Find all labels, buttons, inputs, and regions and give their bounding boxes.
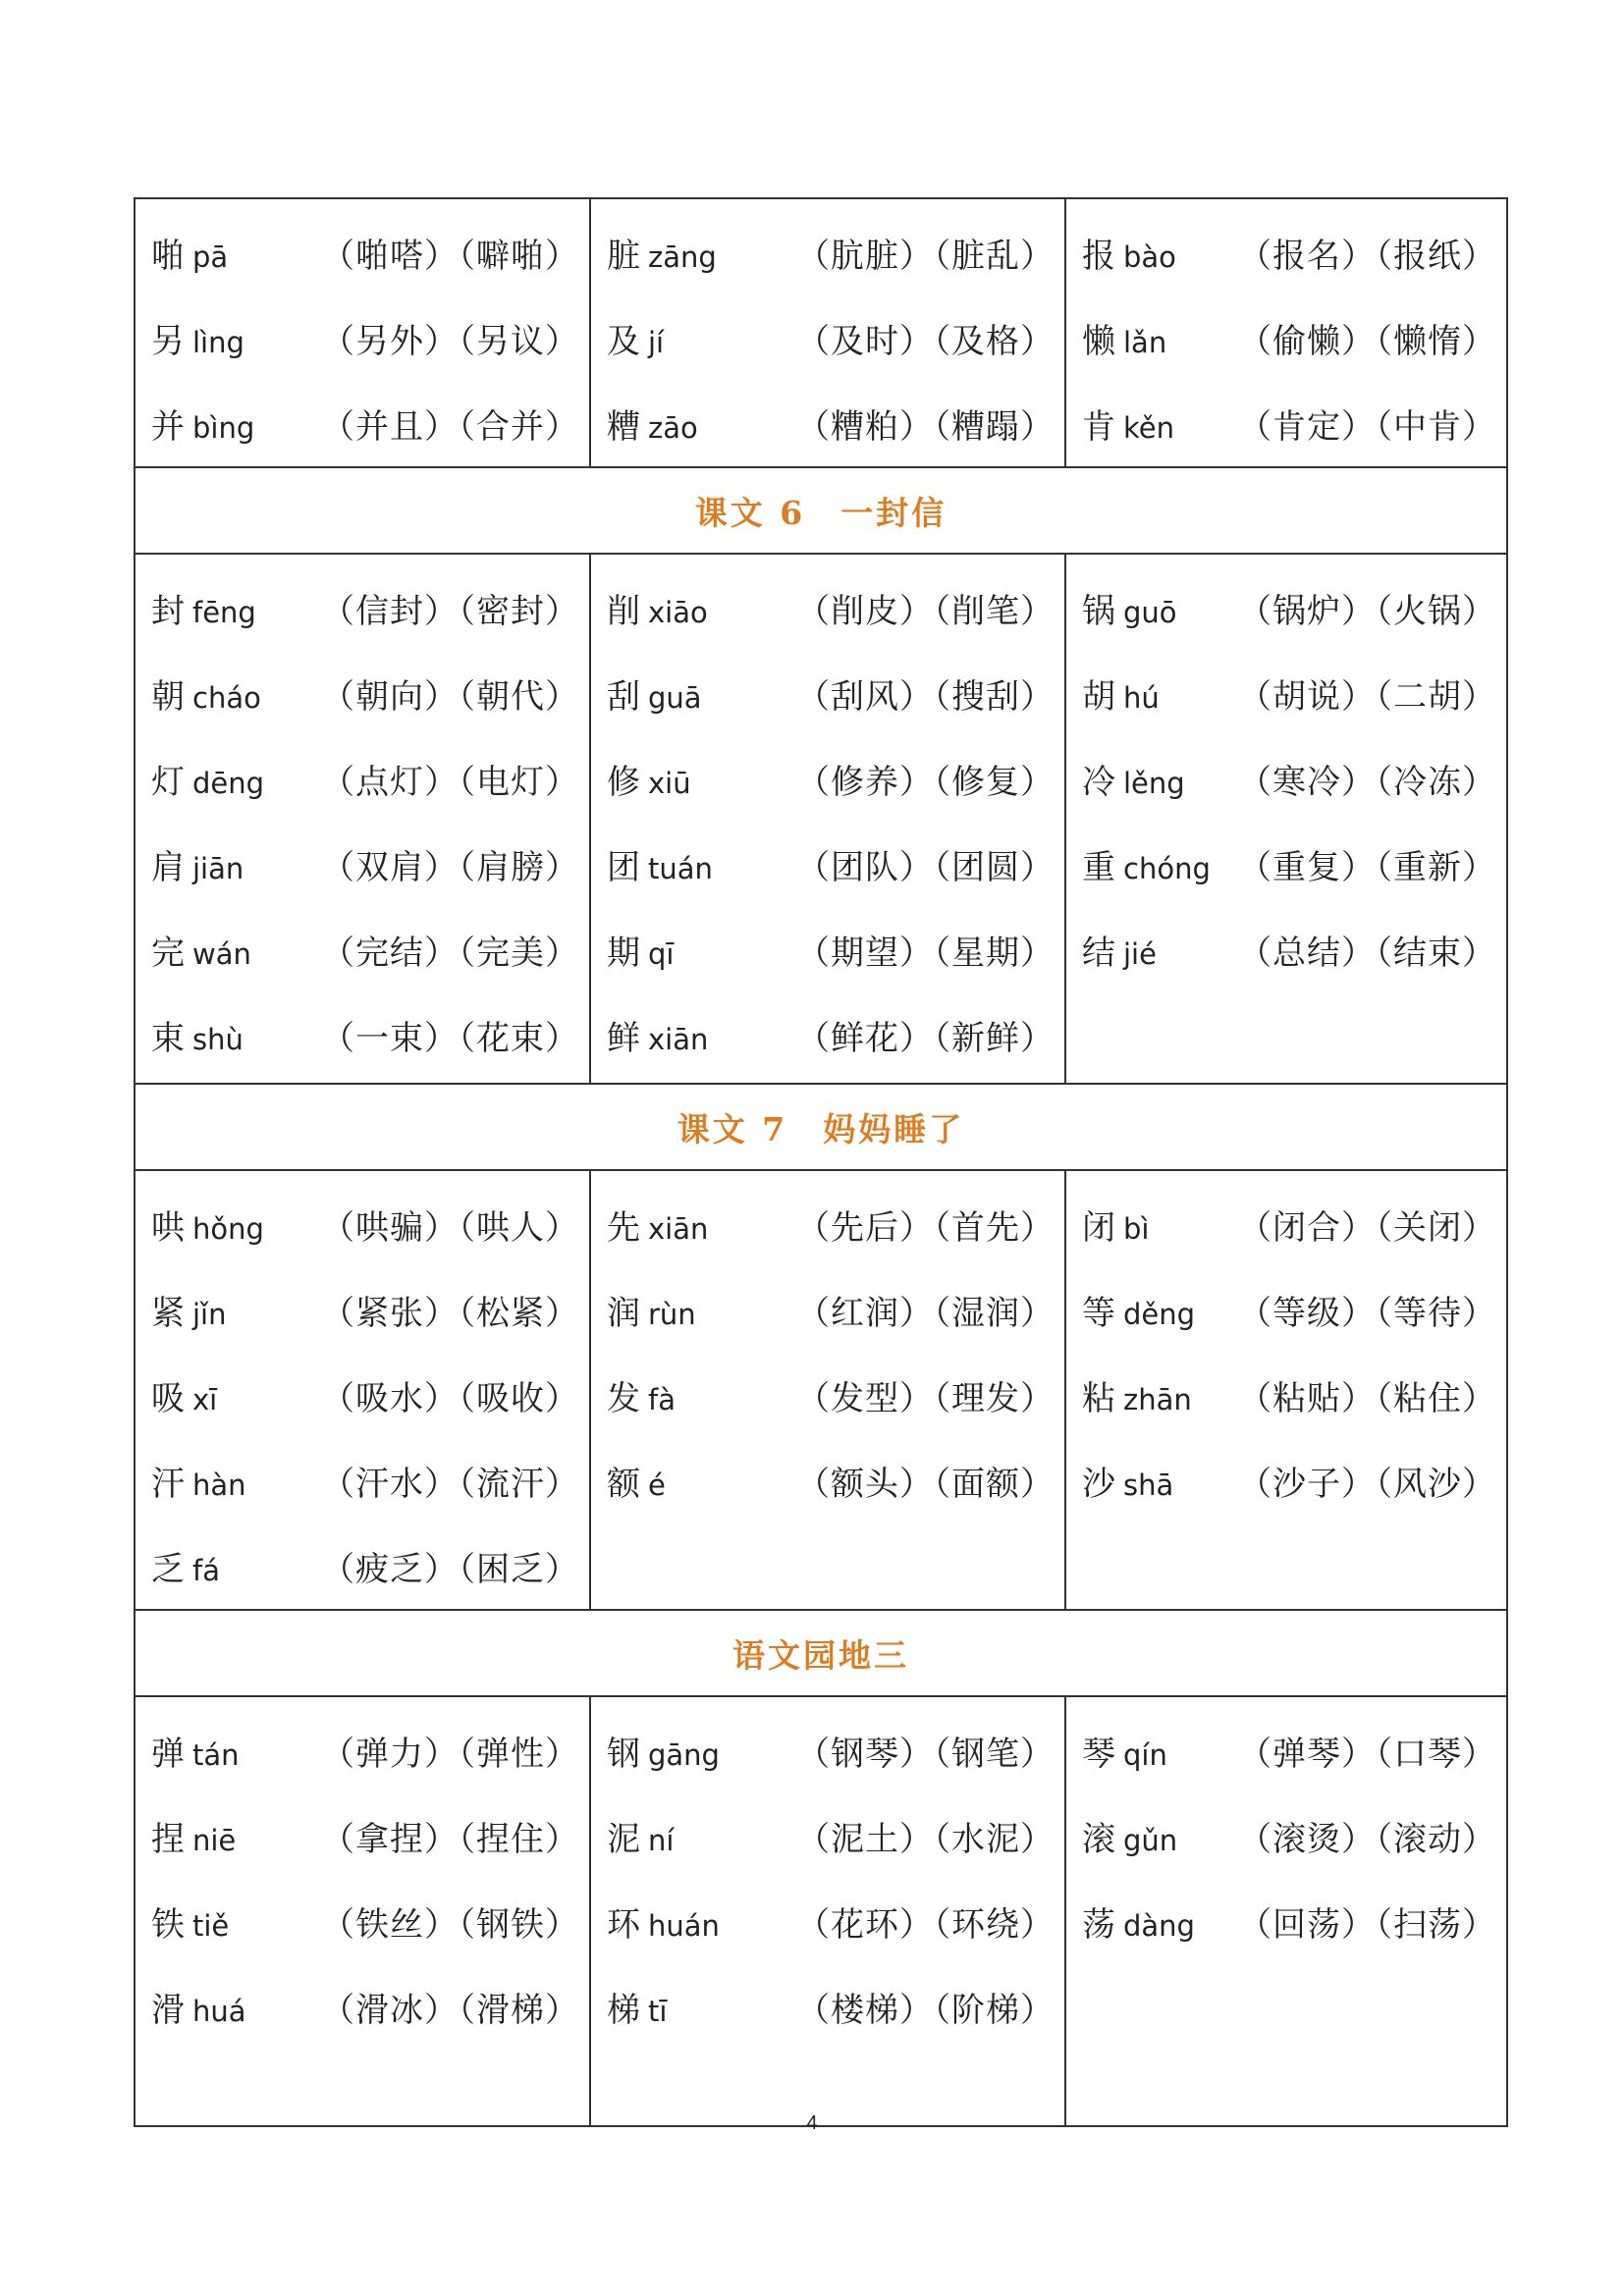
entry-pinyin: kěn	[1123, 411, 1174, 445]
entry-character: 钢	[607, 1735, 640, 1774]
entry-words: （偷懒）（懒惰）	[1238, 322, 1496, 361]
character-entry	[607, 1438, 1055, 1523]
entry-pinyin: shā	[1123, 1468, 1174, 1502]
character-entry	[607, 1708, 1055, 1793]
entry-pinyin: lǎn	[1123, 326, 1167, 359]
character-entry	[1082, 1708, 1496, 1793]
character-entry	[151, 381, 579, 466]
character-entry	[1082, 822, 1496, 907]
entry-head	[151, 584, 256, 632]
entry-head	[151, 1542, 220, 1590]
entry-pinyin: niē	[192, 1824, 237, 1857]
entry-words: （团队）（团圆）	[796, 848, 1055, 887]
entry-pinyin: pā	[192, 240, 229, 274]
entry-character: 闭	[1082, 1208, 1115, 1248]
character-entry	[151, 565, 579, 651]
entry-character: 削	[607, 592, 640, 631]
entry-pinyin: jié	[1123, 937, 1157, 971]
entry-head	[1082, 1201, 1149, 1249]
entry-head	[151, 840, 244, 888]
entry-words: （粘贴）（粘住）	[1238, 1379, 1496, 1418]
entry-words: （锅炉）（火锅）	[1238, 592, 1496, 631]
entry-head	[607, 1727, 720, 1775]
section-title: 课文 6 一封信	[694, 493, 947, 532]
entry-character: 锅	[1082, 592, 1115, 631]
entry-character: 胡	[1082, 677, 1115, 717]
entry-head	[607, 1983, 667, 2031]
entries-list	[591, 199, 1064, 466]
character-entry	[151, 1964, 579, 2050]
entry-words: （沙子）（风沙）	[1238, 1465, 1496, 1504]
entry-character: 梯	[607, 1991, 640, 2030]
entry-pinyin: xī	[192, 1383, 218, 1416]
entry-words: （双肩）（肩膀）	[321, 848, 579, 887]
entry-head	[1082, 584, 1177, 632]
entry-pinyin: tī	[648, 1995, 668, 2028]
entries-list	[1066, 199, 1506, 466]
entry-character: 润	[607, 1294, 640, 1333]
entry-pinyin: bìng	[192, 411, 255, 445]
entry-head	[607, 1286, 696, 1334]
entry-words: （并且）（合并）	[321, 407, 579, 447]
entry-character: 发	[607, 1379, 640, 1418]
entry-pinyin: hàn	[192, 1468, 246, 1502]
section-entries-row	[135, 1696, 1507, 2126]
entry-words: （疲乏）（困乏）	[321, 1550, 579, 1589]
entry-pinyin: ní	[648, 1824, 675, 1857]
character-entry	[607, 210, 1055, 295]
entry-character: 滑	[151, 1991, 185, 2030]
entry-head	[607, 1011, 708, 1059]
character-entry	[151, 1708, 579, 1793]
entry-words: （完结）（完美）	[321, 934, 579, 973]
entry-words: （发型）（理发）	[796, 1379, 1055, 1418]
character-entry	[151, 1523, 579, 1609]
entry-head	[151, 1457, 246, 1505]
entry-pinyin: tuán	[648, 852, 713, 885]
entry-words: （紧张）（松紧）	[321, 1294, 579, 1333]
character-entry	[151, 907, 579, 992]
entry-character: 哄	[151, 1208, 185, 1248]
entry-character: 汗	[151, 1465, 185, 1504]
entry-words: （吸水）（吸收）	[321, 1379, 579, 1418]
entry-head	[607, 669, 702, 718]
entry-pinyin: jiān	[192, 852, 244, 885]
entry-words: （削皮）（削笔）	[796, 592, 1055, 631]
entry-character: 泥	[607, 1820, 640, 1859]
entry-head	[607, 1201, 708, 1249]
entry-character: 啪	[151, 237, 185, 276]
entries-column	[590, 554, 1065, 1084]
entry-pinyin: tán	[192, 1738, 240, 1772]
character-entry	[607, 1793, 1055, 1879]
section-heading-cell	[135, 467, 1507, 554]
entry-pinyin: hú	[1123, 681, 1160, 715]
entry-words: （期望）（星期）	[796, 934, 1055, 973]
entry-head	[1082, 1897, 1195, 1946]
section-entries-row	[135, 554, 1507, 1084]
entry-pinyin: jǐn	[192, 1298, 227, 1331]
character-entry	[607, 907, 1055, 992]
entry-words: （胡说）（二胡）	[1238, 677, 1496, 717]
character-entry	[607, 1964, 1055, 2050]
entry-words: （总结）（结束）	[1238, 934, 1496, 973]
entry-character: 朝	[151, 677, 185, 717]
entry-pinyin: fá	[192, 1554, 220, 1587]
entry-character: 结	[1082, 934, 1115, 973]
entry-character: 另	[151, 322, 185, 361]
entry-character: 期	[607, 934, 640, 973]
entry-words: （另外）（另议）	[321, 322, 579, 361]
entry-pinyin: wán	[192, 937, 251, 971]
entry-words: （报名）（报纸）	[1238, 237, 1496, 276]
entry-character: 肯	[1082, 407, 1115, 447]
character-entry	[607, 1182, 1055, 1267]
entry-pinyin: rùn	[648, 1298, 696, 1331]
entries-column	[1065, 554, 1507, 1084]
entry-words: （肯定）（中肯）	[1238, 407, 1496, 447]
entry-words: （一束）（花束）	[321, 1019, 579, 1058]
character-entry	[151, 1438, 579, 1523]
entry-words: （及时）（及格）	[796, 322, 1055, 361]
vocabulary-table-body	[135, 198, 1507, 2126]
entries-column	[135, 198, 590, 467]
entry-head	[1082, 314, 1166, 362]
entry-pinyin: guō	[1123, 596, 1177, 629]
character-entry	[151, 210, 579, 295]
entry-character: 先	[607, 1208, 640, 1248]
entry-head	[1082, 229, 1176, 277]
section-title: 课文 7 妈妈睡了	[677, 1109, 965, 1148]
entry-character: 封	[151, 592, 185, 631]
entry-words: （回荡）（扫荡）	[1238, 1905, 1496, 1945]
entry-pinyin: tiě	[192, 1909, 230, 1943]
entry-pinyin: é	[648, 1468, 666, 1502]
entry-character: 糟	[607, 407, 640, 447]
entry-words: （哄骗）（哄人）	[321, 1208, 579, 1248]
entry-head	[607, 755, 691, 803]
entry-character: 粘	[1082, 1379, 1115, 1418]
entries-column	[590, 198, 1065, 467]
entry-words: （等级）（等待）	[1238, 1294, 1496, 1333]
entry-words: （汗水）（流汗）	[321, 1465, 579, 1504]
entry-pinyin: bì	[1123, 1212, 1150, 1246]
character-entry	[151, 1879, 579, 1964]
entry-character: 刮	[607, 677, 640, 717]
entry-character: 灯	[151, 763, 185, 802]
entry-head	[1082, 840, 1211, 888]
entry-head	[607, 840, 713, 888]
entry-head	[607, 584, 708, 632]
entry-words: （点灯）（电灯）	[321, 763, 579, 802]
character-entry	[1082, 651, 1496, 736]
entry-character: 等	[1082, 1294, 1115, 1333]
entry-pinyin: qī	[648, 937, 675, 971]
entry-words: （花环）（环绕）	[796, 1905, 1055, 1945]
section-entries-row	[135, 198, 1507, 467]
entries-column	[590, 1170, 1065, 1610]
entries-list	[135, 1697, 589, 2050]
entries-column	[135, 554, 590, 1084]
character-entry	[151, 1353, 579, 1438]
entry-character: 鲜	[607, 1019, 640, 1058]
entry-words: （拿捏）（捏住）	[321, 1820, 579, 1859]
entries-list	[1066, 1171, 1506, 1523]
entry-pinyin: chóng	[1123, 852, 1211, 885]
entry-words: （糟粕）（糟蹋）	[796, 407, 1055, 447]
entry-words: （闭合）（关闭）	[1238, 1208, 1496, 1248]
entry-character: 重	[1082, 848, 1115, 887]
entries-list	[591, 555, 1064, 1078]
entry-character: 琴	[1082, 1735, 1115, 1774]
entry-pinyin: gāng	[648, 1738, 720, 1772]
entry-words: （啪嗒）（噼啪）	[321, 237, 579, 276]
section-heading-cell	[135, 1610, 1507, 1696]
entries-column	[1065, 198, 1507, 467]
entry-words: （滑冰）（滑梯）	[321, 1991, 579, 2030]
entry-words: （滚烫）（滚动）	[1238, 1820, 1496, 1859]
character-entry	[607, 1267, 1055, 1353]
entry-character: 铁	[151, 1905, 185, 1945]
entry-character: 环	[607, 1905, 640, 1945]
entry-character: 束	[151, 1019, 185, 1058]
entries-column	[1065, 1696, 1507, 2126]
character-entry	[1082, 210, 1496, 295]
entries-column	[590, 1696, 1065, 2126]
entries-list	[135, 1171, 589, 1609]
entry-pinyin: qín	[1123, 1738, 1167, 1772]
entry-head	[607, 314, 664, 362]
character-entry	[1082, 1182, 1496, 1267]
entry-character: 完	[151, 934, 185, 973]
entry-head	[1082, 1812, 1177, 1860]
character-entry	[1082, 1267, 1496, 1353]
entry-head	[1082, 669, 1160, 718]
entry-words: （鲜花）（新鲜）	[796, 1019, 1055, 1058]
entries-list	[591, 1697, 1064, 2050]
character-entry	[607, 651, 1055, 736]
entry-character: 脏	[607, 237, 640, 276]
character-entry	[1082, 381, 1496, 466]
entry-words: （肮脏）（脏乱）	[796, 237, 1055, 276]
entry-words: （寒冷）（冷冻）	[1238, 763, 1496, 802]
entry-character: 团	[607, 848, 640, 887]
entry-pinyin: zāng	[648, 240, 717, 274]
entries-column	[135, 1170, 590, 1610]
character-entry	[151, 1267, 579, 1353]
entry-head	[151, 1371, 217, 1419]
entry-words: （弹力）（弹性）	[321, 1735, 579, 1774]
entry-pinyin: huá	[192, 1995, 246, 2028]
entry-character: 滚	[1082, 1820, 1115, 1859]
character-entry	[607, 992, 1055, 1078]
entry-words: （朝向）（朝代）	[321, 677, 579, 717]
character-entry	[1082, 565, 1496, 651]
character-entry	[607, 381, 1055, 466]
entry-head	[607, 400, 698, 448]
entry-pinyin: cháo	[192, 681, 261, 715]
entry-words: （楼梯）（阶梯）	[796, 1991, 1055, 2030]
entry-head	[151, 400, 254, 448]
entry-character: 荡	[1082, 1905, 1115, 1945]
entry-character: 修	[607, 763, 640, 802]
entry-pinyin: shù	[192, 1023, 244, 1056]
entry-words: （信封）（密封）	[321, 592, 579, 631]
entry-words: （铁丝）（钢铁）	[321, 1905, 579, 1945]
entry-words: （先后）（首先）	[796, 1208, 1055, 1248]
entry-pinyin: xiāo	[648, 596, 708, 629]
entry-head	[607, 1371, 676, 1419]
entry-pinyin: bào	[1123, 240, 1176, 274]
entry-pinyin: děng	[1123, 1298, 1196, 1331]
entry-pinyin: fà	[648, 1383, 676, 1416]
character-entry	[1082, 1879, 1496, 1964]
entry-character: 捏	[151, 1820, 185, 1859]
entry-head	[151, 926, 251, 974]
entry-pinyin: dēng	[192, 767, 265, 800]
entry-head	[151, 1011, 244, 1059]
character-entry	[151, 736, 579, 822]
entry-head	[151, 1897, 229, 1946]
entry-head	[607, 926, 674, 974]
entry-pinyin: guā	[648, 681, 702, 715]
entry-words: （泥土）（水泥）	[796, 1820, 1055, 1859]
section-heading-row	[135, 467, 1507, 554]
character-entry	[1082, 1793, 1496, 1879]
entry-head	[151, 1983, 246, 2031]
vocabulary-table	[134, 197, 1508, 2127]
entry-pinyin: zāo	[648, 411, 698, 445]
entry-head	[1082, 1457, 1173, 1505]
entry-words: （额头）（面额）	[796, 1465, 1055, 1504]
entries-list	[1066, 1697, 1506, 1964]
character-entry	[1082, 1438, 1496, 1523]
entry-words: （刮风）（搜刮）	[796, 677, 1055, 717]
entry-head	[1082, 400, 1174, 448]
entry-pinyin: xiū	[648, 767, 691, 800]
entry-pinyin: fēng	[192, 596, 256, 629]
entry-head	[607, 229, 717, 277]
entry-pinyin: xiān	[648, 1023, 709, 1056]
entry-pinyin: huán	[648, 1909, 720, 1943]
entry-head	[1082, 755, 1185, 803]
entry-words: （修养）（修复）	[796, 763, 1055, 802]
character-entry	[1082, 736, 1496, 822]
entry-character: 乏	[151, 1550, 185, 1589]
entry-head	[1082, 1371, 1192, 1419]
entry-head	[151, 1812, 236, 1860]
entry-pinyin: xiān	[648, 1212, 709, 1246]
character-entry	[607, 565, 1055, 651]
entry-character: 吸	[151, 1379, 185, 1418]
section-heading-row	[135, 1084, 1507, 1170]
entry-character: 沙	[1082, 1465, 1115, 1504]
entry-character: 懒	[1082, 322, 1115, 361]
entry-head	[151, 755, 264, 803]
character-entry	[607, 295, 1055, 381]
character-entry	[607, 1879, 1055, 1964]
character-entry	[151, 992, 579, 1078]
character-entry	[1082, 907, 1496, 992]
entry-character: 及	[607, 322, 640, 361]
entry-words: （钢琴）（钢笔）	[796, 1735, 1055, 1774]
character-entry	[1082, 295, 1496, 381]
character-entry	[151, 1793, 579, 1879]
entries-column	[1065, 1170, 1507, 1610]
entry-head	[151, 1286, 227, 1334]
entry-pinyin: jí	[648, 326, 665, 359]
section-heading-row	[135, 1610, 1507, 1696]
entry-pinyin: gǔn	[1123, 1824, 1178, 1857]
entry-head	[1082, 1286, 1195, 1334]
entry-head	[151, 229, 228, 277]
character-entry	[607, 1353, 1055, 1438]
entries-list	[1066, 555, 1506, 992]
entry-head	[607, 1457, 666, 1505]
section-title: 语文园地三	[732, 1635, 909, 1675]
entry-head	[1082, 1727, 1167, 1775]
entry-character: 并	[151, 407, 185, 447]
entries-column	[135, 1696, 590, 2126]
entry-head	[1082, 926, 1157, 974]
entry-head	[607, 1897, 720, 1946]
entry-pinyin: zhān	[1123, 1383, 1192, 1416]
entry-character: 弹	[151, 1735, 185, 1774]
entries-list	[591, 1171, 1064, 1523]
character-entry	[151, 822, 579, 907]
entries-list	[135, 555, 589, 1078]
character-entry	[151, 651, 579, 736]
entry-head	[607, 1812, 674, 1860]
entry-character: 报	[1082, 237, 1115, 276]
section-heading-cell	[135, 1084, 1507, 1170]
entry-head	[151, 1727, 240, 1775]
entry-character: 肩	[151, 848, 185, 887]
character-entry	[151, 295, 579, 381]
entry-head	[151, 669, 261, 718]
entry-pinyin: hǒng	[192, 1212, 264, 1246]
entry-pinyin: dàng	[1123, 1909, 1195, 1943]
entry-words: （弹琴）（口琴）	[1238, 1735, 1496, 1774]
entry-character: 紧	[151, 1294, 185, 1333]
entry-character: 冷	[1082, 763, 1115, 802]
character-entry	[151, 1182, 579, 1267]
entry-head	[151, 1201, 264, 1249]
section-entries-row	[135, 1170, 1507, 1610]
entry-head	[151, 314, 244, 362]
entry-words: （红润）（湿润）	[796, 1294, 1055, 1333]
entry-character: 额	[607, 1465, 640, 1504]
character-entry	[1082, 1353, 1496, 1438]
entries-list	[135, 199, 589, 466]
character-entry	[607, 822, 1055, 907]
page-number: 4	[806, 2112, 818, 2134]
character-entry	[607, 736, 1055, 822]
entry-pinyin: lìng	[192, 326, 244, 359]
entry-pinyin: lěng	[1123, 767, 1185, 800]
entry-words: （重复）（重新）	[1238, 848, 1496, 887]
